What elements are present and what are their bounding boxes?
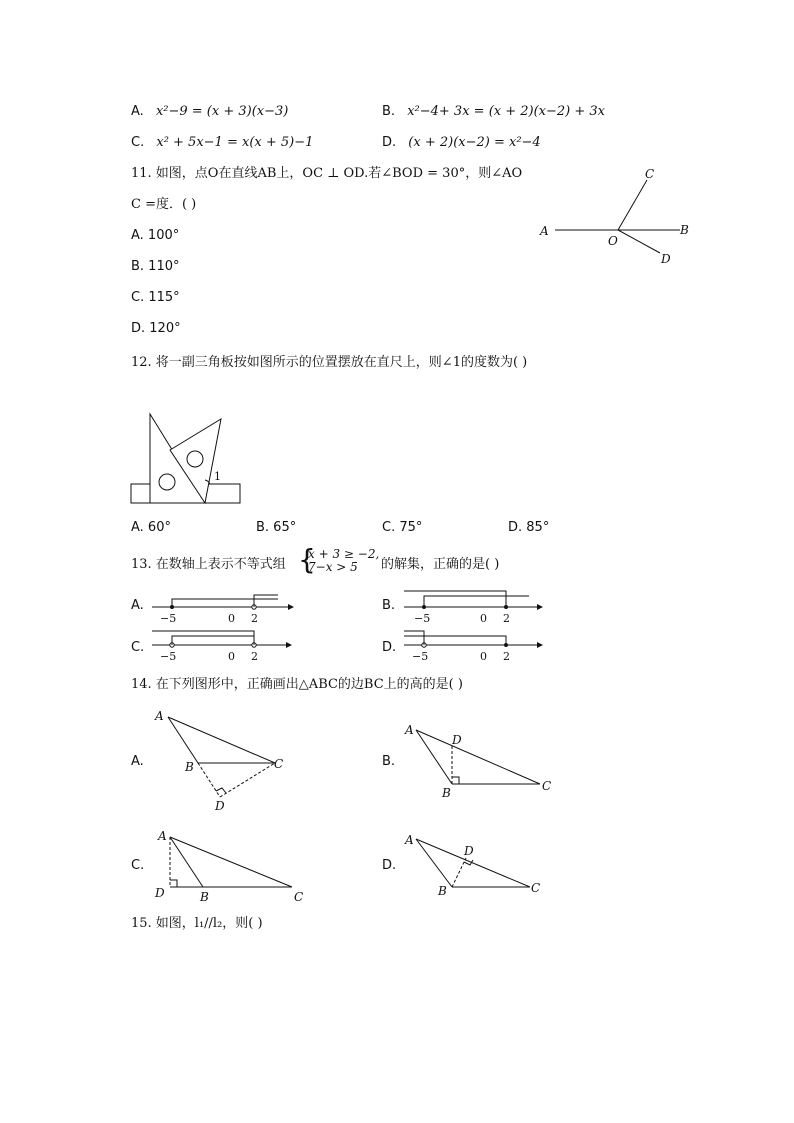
svg-text:0: 0	[228, 650, 235, 663]
svg-text:B: B	[185, 760, 194, 774]
ray-oc	[618, 180, 647, 230]
svg-text:C: C	[274, 757, 284, 771]
svg-text:B: B	[442, 786, 451, 800]
q13-option-c-number-line	[150, 628, 295, 664]
q10-option-d-expression: (x + 2)(x−2) = x²−4	[408, 135, 541, 150]
svg-text:A: A	[405, 723, 414, 737]
q12-stem: 12. 将一副三角板按如图所示的位置摆放在直尺上，则∠1的度数为( )	[131, 355, 528, 370]
svg-text:C: C	[542, 779, 552, 793]
q11-figure	[530, 160, 710, 270]
q14-option-c-label: C.	[131, 858, 145, 873]
q12-option-c: C. 75°	[382, 520, 423, 535]
svg-text:2: 2	[251, 612, 258, 625]
q13-option-c-label: C.	[131, 640, 145, 655]
q12-option-b: B. 65°	[256, 520, 297, 535]
svg-text:C: C	[531, 881, 541, 895]
q11-stem-line2: C =度．( )	[131, 197, 197, 212]
large-triangle-hole	[159, 474, 175, 490]
q13-stem-prefix: 13. 在数轴上表示不等式组	[131, 557, 286, 572]
q13-option-b-number-line	[402, 588, 547, 623]
q15-stem: 15. 如图，l₁//l₂，则( )	[131, 916, 263, 931]
point-d-label: D	[661, 252, 671, 266]
svg-text:0: 0	[480, 650, 487, 663]
q11-option-d: D. 120°	[131, 321, 181, 336]
q13-stem-suffix: 的解集，正确的是( )	[381, 557, 500, 572]
svg-text:0: 0	[228, 612, 235, 625]
q10-option-b-expression: x²−4+ 3x = (x + 2)(x−2) + 3x	[407, 104, 605, 119]
q10-option-d	[382, 135, 541, 151]
q11-stem-line1: 11. 如图，点O在直线AB上，OC ⊥ OD.若∠BOD = 30°，则∠AO	[131, 166, 523, 181]
q12-option-d: D. 85°	[508, 520, 550, 535]
q10-option-a-label: A.	[131, 104, 144, 119]
svg-text:B: B	[200, 890, 209, 904]
q12-triangle-ruler-figure	[130, 410, 245, 505]
svg-text:B: B	[438, 884, 447, 898]
q13-option-b-label: B.	[382, 598, 396, 613]
svg-text:D: D	[215, 799, 225, 813]
q13-inequality-2: 7−x > 5	[308, 560, 358, 574]
q10-option-c-expression: x² + 5x−1 = x(x + 5)−1	[156, 135, 314, 150]
q13-option-d-number-line	[402, 628, 547, 664]
q13-option-a-number-line	[150, 593, 295, 623]
q14-stem: 14. 在下列图形中，正确画出△ABC的边BC上的高的是( )	[131, 677, 463, 692]
q14-option-d-label: D.	[382, 858, 397, 873]
q10-option-d-label: D.	[382, 135, 397, 150]
q13-option-a-label: A.	[131, 598, 144, 613]
q14-option-a-label: A.	[131, 754, 144, 769]
q12-option-a: A. 60°	[131, 520, 171, 535]
q10-option-b	[382, 104, 605, 120]
q13-inequality-1: x + 3 ≥ −2,	[308, 547, 380, 561]
q14-option-d-triangle	[402, 827, 552, 903]
q13-system-brace: {	[298, 543, 316, 576]
q14-option-a-triangle	[150, 705, 300, 815]
svg-text:A: A	[155, 709, 164, 723]
point-b-label: B	[680, 223, 689, 237]
svg-text:A: A	[405, 833, 414, 847]
angle-1-label: 1	[214, 470, 221, 483]
svg-text:2: 2	[251, 650, 258, 663]
svg-text:−5: −5	[160, 612, 177, 625]
q14-option-c-triangle	[150, 825, 310, 907]
svg-text:D: D	[155, 886, 165, 900]
q14-option-b-label: B.	[382, 754, 396, 769]
svg-text:D: D	[452, 733, 462, 747]
svg-text:D: D	[464, 844, 474, 858]
svg-text:2: 2	[503, 650, 510, 663]
svg-text:−5: −5	[160, 650, 177, 663]
point-o-label: O	[608, 234, 618, 248]
svg-text:2: 2	[503, 612, 510, 625]
svg-text:C: C	[294, 890, 304, 904]
svg-text:0: 0	[480, 612, 487, 625]
ray-od	[618, 230, 660, 253]
q10-option-b-label: B.	[382, 104, 396, 119]
q14-option-b-triangle	[402, 720, 557, 802]
q11-option-b: B. 110°	[131, 259, 180, 274]
point-c-label: C	[645, 167, 655, 181]
q11-option-c: C. 115°	[131, 290, 180, 305]
q13-option-d-label: D.	[382, 640, 397, 655]
svg-text:−5: −5	[412, 650, 429, 663]
q10-option-a-expression: x²−9 = (x + 3)(x−3)	[155, 104, 289, 119]
q10-option-c	[131, 135, 313, 151]
q10-option-a	[131, 104, 288, 120]
svg-text:−5: −5	[414, 612, 431, 625]
q10-option-c-label: C.	[131, 135, 145, 150]
q11-option-a: A. 100°	[131, 228, 180, 243]
svg-text:A: A	[158, 829, 167, 843]
point-a-label: A	[540, 224, 549, 238]
